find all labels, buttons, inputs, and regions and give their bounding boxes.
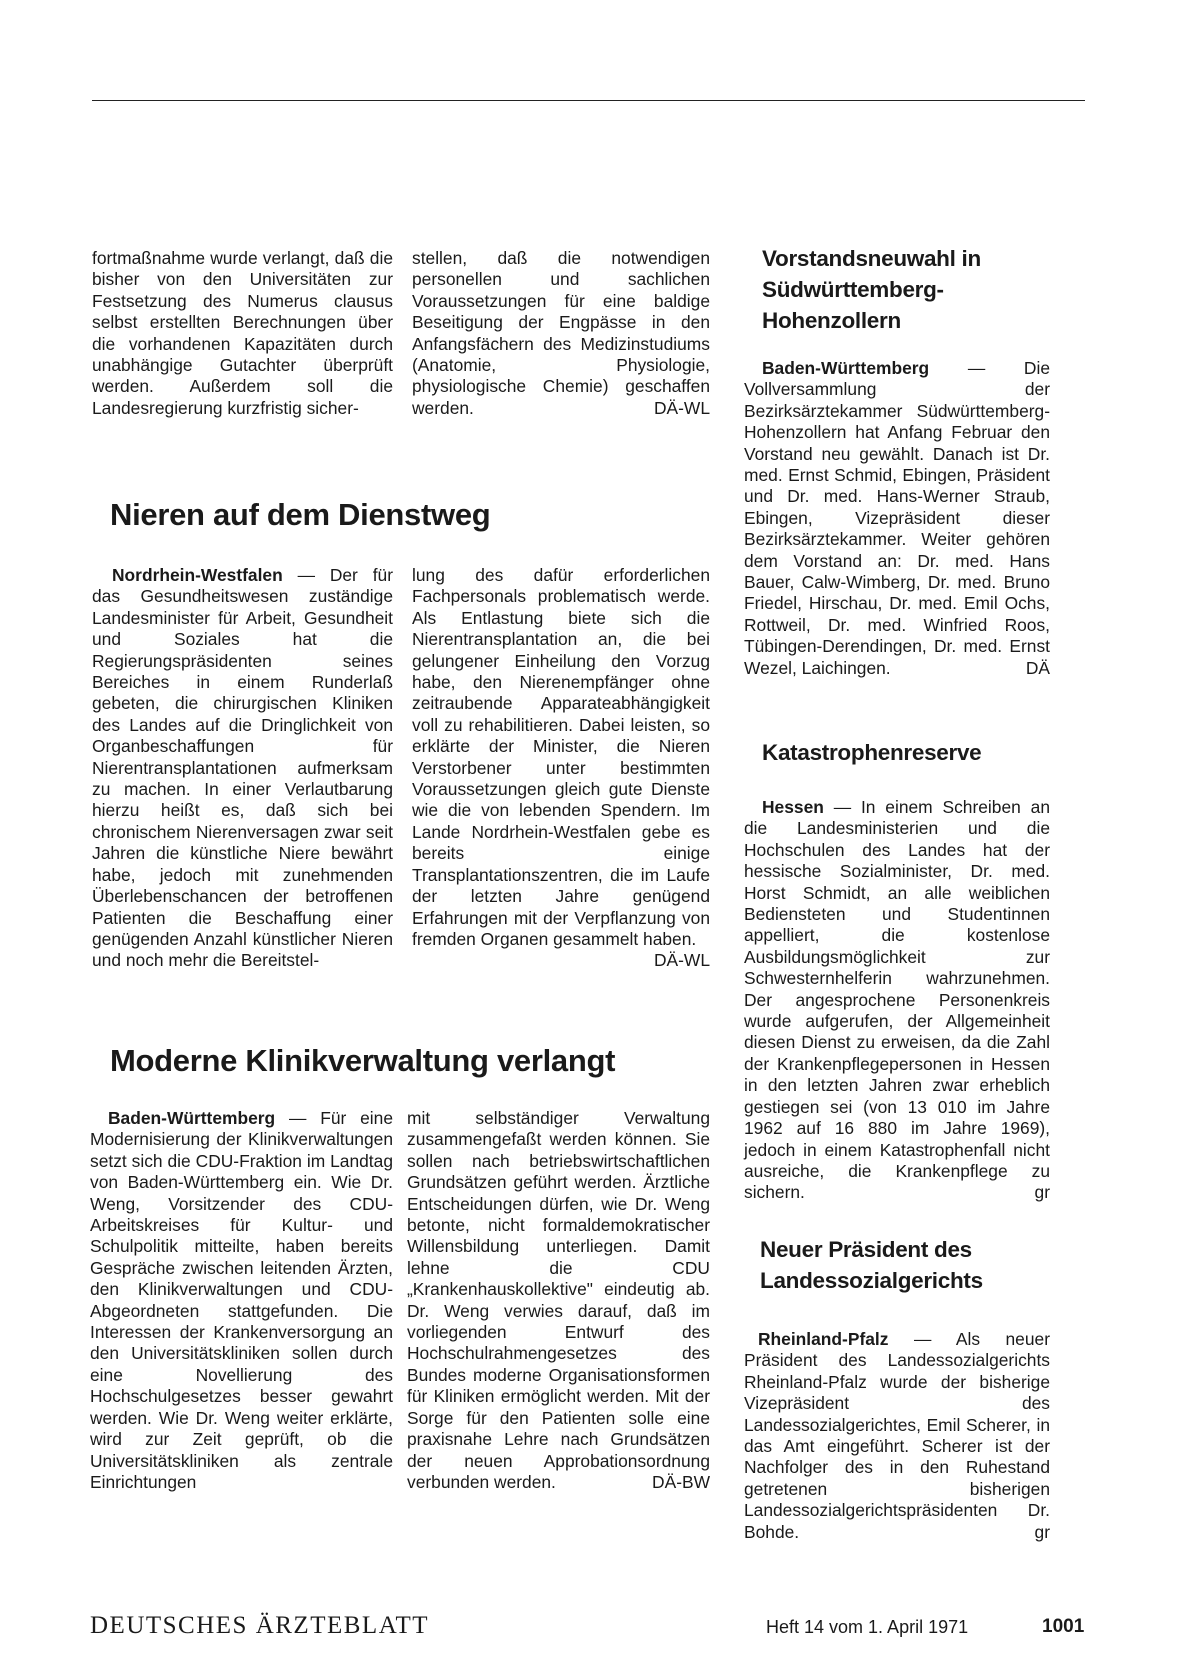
article2-column-2 [412, 565, 710, 972]
sidebar-item1-body [744, 358, 1050, 679]
sidebar-item3-headline: Neuer Präsident des Landessozialgerichts [760, 1237, 983, 1293]
article2-column-1 [92, 565, 393, 972]
sidebar-item2-body [744, 797, 1050, 1204]
sidebar-item1-headline: Vorstandsneuwahl in Südwürttemberg-Hohenzollern [762, 246, 981, 333]
article3-text-1: Baden-Württemberg — Für eine Modernisierung der Klinikverwaltungen setzt sich die CDU-Fraktion im Landtag von Baden-Württemberg ein. Wie Dr. Weng, Vorsitzender des CDU-Arbeitskreises für Kultur- und Schulpolitik mitteilte, haben bereits Gespräche zwischen leitenden Ärzten, den Klinikverwaltungen und CDU-Abgeordneten stattgefunden. Die Interessen der Krankenversorgung an den Universitätskliniken sollen durch eine Novellierung des Hochschulgesetzes besser gewahrt werden. Wie Dr. Weng weiter erklärte, wird zur Zeit geprüft, ob die Universitätskliniken als zentrale Einrichtungen [90, 1108, 393, 1492]
sidebar-item3-lead: Rheinland-Pfalz [758, 1329, 889, 1349]
article3-headline: Moderne Klinikverwaltung verlangt [110, 1043, 616, 1078]
article3-column-2 [407, 1108, 710, 1493]
article2-text-1: Nordrhein-Westfalen — Der für das Gesundheitswesen zuständige Landesminister für Arbeit, Gesundheit und Soziales hat die Regierungspräsidenten seines Bereiches in einem Runderlaß gebeten, die chirurgischen Kliniken des Landes auf die Dringlichkeit von Organbeschaffungen für Nierentransplantationen aufmerksam zu machen. In einer Verlautbarung hierzu heißt es, daß sich bei chronischem Nierenversagen zwar seit Jahren die künstliche Niere bewährt habe, jedoch mit zunehmenden Überlebenschancen der betroffenen Patienten die Beschaffung einer genügenden Anzahl künstlicher Nieren und noch mehr die Bereitstel- [92, 565, 393, 971]
article1-signature: DÄ-WL [653, 397, 710, 418]
sidebar-item1-text: Baden-Württemberg — Die Vollversammlung der Bezirksärztekammer Südwürttemberg-Hohenzollern hat Anfang Februar den Vorstand neu gewählt. Danach ist Dr. med. Ernst Schmid, Ebingen, Präsident und Dr. med. Hans-Werner Straub, Ebingen, Vizepräsident dieser Bezirksärztekammer. Weiter gehören dem Vorstand an: Dr. med. Hans Bauer, Calw-Wimberg, Dr. med. Bruno Friedel, Hirschau, Dr. med. Emil Ochs, Rottweil, Dr. med. Winfried Roos, Tübingen-Derendingen, Dr. med. Ernst Wezel, Laichingen. DÄ [744, 358, 1050, 678]
publication-name: DEUTSCHES ÄRZTEBLATT [90, 1612, 430, 1639]
article1-column-2 [412, 248, 710, 419]
issue-info: Heft 14 vom 1. April 1971 [766, 1617, 969, 1637]
sidebar-item1-lead: Baden-Württemberg [762, 358, 930, 378]
article1-text-2: stellen, daß die notwendigen personellen und sachlichen Voraussetzungen für eine baldige Beseitigung der Engpässe in den Anfangsfächern des Medizinstudiums (Anatomie, Physiologie, physiologische Chemie) geschaffen werden. DÄ-WL [412, 248, 710, 418]
sidebar-item2-signature: gr [1034, 1182, 1050, 1203]
article2-headline: Nieren auf dem Dienstweg [110, 497, 491, 532]
article3-column-1 [90, 1108, 393, 1493]
sidebar-item2-lead: Hessen [762, 797, 824, 817]
article3-lead: Baden-Württemberg [108, 1108, 276, 1128]
article2-lead: Nordrhein-Westfalen [112, 565, 283, 585]
article1-column-1 [92, 248, 393, 419]
article2-text-2: lung des dafür erforderlichen Fachpersonals problematisch werde. Als Entlastung biete sich die Nierentransplantation an, die bei gelungener Einheilung den Vorzug habe, den Nierenempfänger ohne zeitraubende Apparateabhängigkeit voll zu rehabilitieren. Dabei leisten, so erklärte der Minister, die Nieren Verstorbener unter bestimmten Voraussetzungen gleich gute Dienste wie die von lebenden Spendern. Im Lande Nordrhein-Westfalen gebe es bereits einige Transplantationszentren, die im Laufe der letzten Jahre genügend Erfahrungen mit der Verpflanzung von fremden Organen gesammelt haben. DÄ-WL [412, 565, 710, 971]
sidebar-item1-signature: DÄ [1025, 657, 1050, 678]
page-number: 1001 [1042, 1616, 1085, 1637]
sidebar-item3-signature: gr [1034, 1521, 1050, 1542]
sidebar-item2-text: Hessen — In einem Schreiben an die Landesministerien und die Hochschulen des Landes hat der hessische Sozialminister, Dr. med. Horst Schmidt, an alle weiblichen Bediensteten und Studentinnen appelliert, die kostenlose Ausbildungsmöglichkeit zur Schwesternhelferin wahrzunehmen. Der angesprochene Personenkreis wurde aufgerufen, der Allgemeinheit diesen Dienst zu erweisen, da die Zahl der Krankenpflegepersonen in Hessen in den letzten Jahren zwar erheblich gestiegen sei (von 13 010 im Jahre 1962 auf 16 880 im Jahre 1969), jedoch in einem Katastrophenfall nicht ausreiche, die Krankenpflege zu sichern. gr [744, 797, 1050, 1203]
top-rule [92, 100, 1085, 101]
sidebar-item2-headline: Katastrophenreserve [762, 740, 982, 765]
article2-signature: DÄ-WL [653, 950, 710, 971]
sidebar-item3-text: Rheinland-Pfalz — Als neuer Präsident des Landessozialgerichts Rheinland-Pfalz wurde der bisherige Vizepräsident des Landessozialgerichtes, Emil Scherer, in das Amt eingeführt. Scherer ist der Nachfolger des in den Ruhestand getretenen bisherigen Landessozialgerichtspräsidenten Dr. Bohde. gr [744, 1329, 1050, 1542]
article3-text-2: mit selbständiger Verwaltung zusammengefaßt werden können. Sie sollen nach betriebswirtschaftlichen Grundsätzen geführt werden. Ärztliche Entscheidungen dürfen, wie Dr. Weng betonte, nicht formaldemokratischer Willensbildung unterliegen. Damit lehne die CDU „Krankenhauskollektive" eindeutig ab. Dr. Weng verwies darauf, daß im vorliegenden Entwurf des Hochschulrahmengesetzes des Bundes moderne Organisationsformen für Kliniken ermöglicht werden. Mit der Sorge für den Patienten solle eine praxisnahe Lehre nach Grundsätzen der neuen Approbationsordnung verbunden werden. DÄ-BW [407, 1108, 710, 1492]
sidebar-item3-body [744, 1329, 1050, 1543]
article3-signature: DÄ-BW [652, 1471, 710, 1492]
article1-text-1: fortmaßnahme wurde verlangt, daß die bisher von den Universitäten zur Festsetzung des Numerus clausus selbst erstellten Berechnungen über die vorhandenen Kapazitäten durch unabhängige Gutachter überprüft werden. Außerdem soll die Landesregierung kurzfristig sicher- [92, 248, 393, 418]
